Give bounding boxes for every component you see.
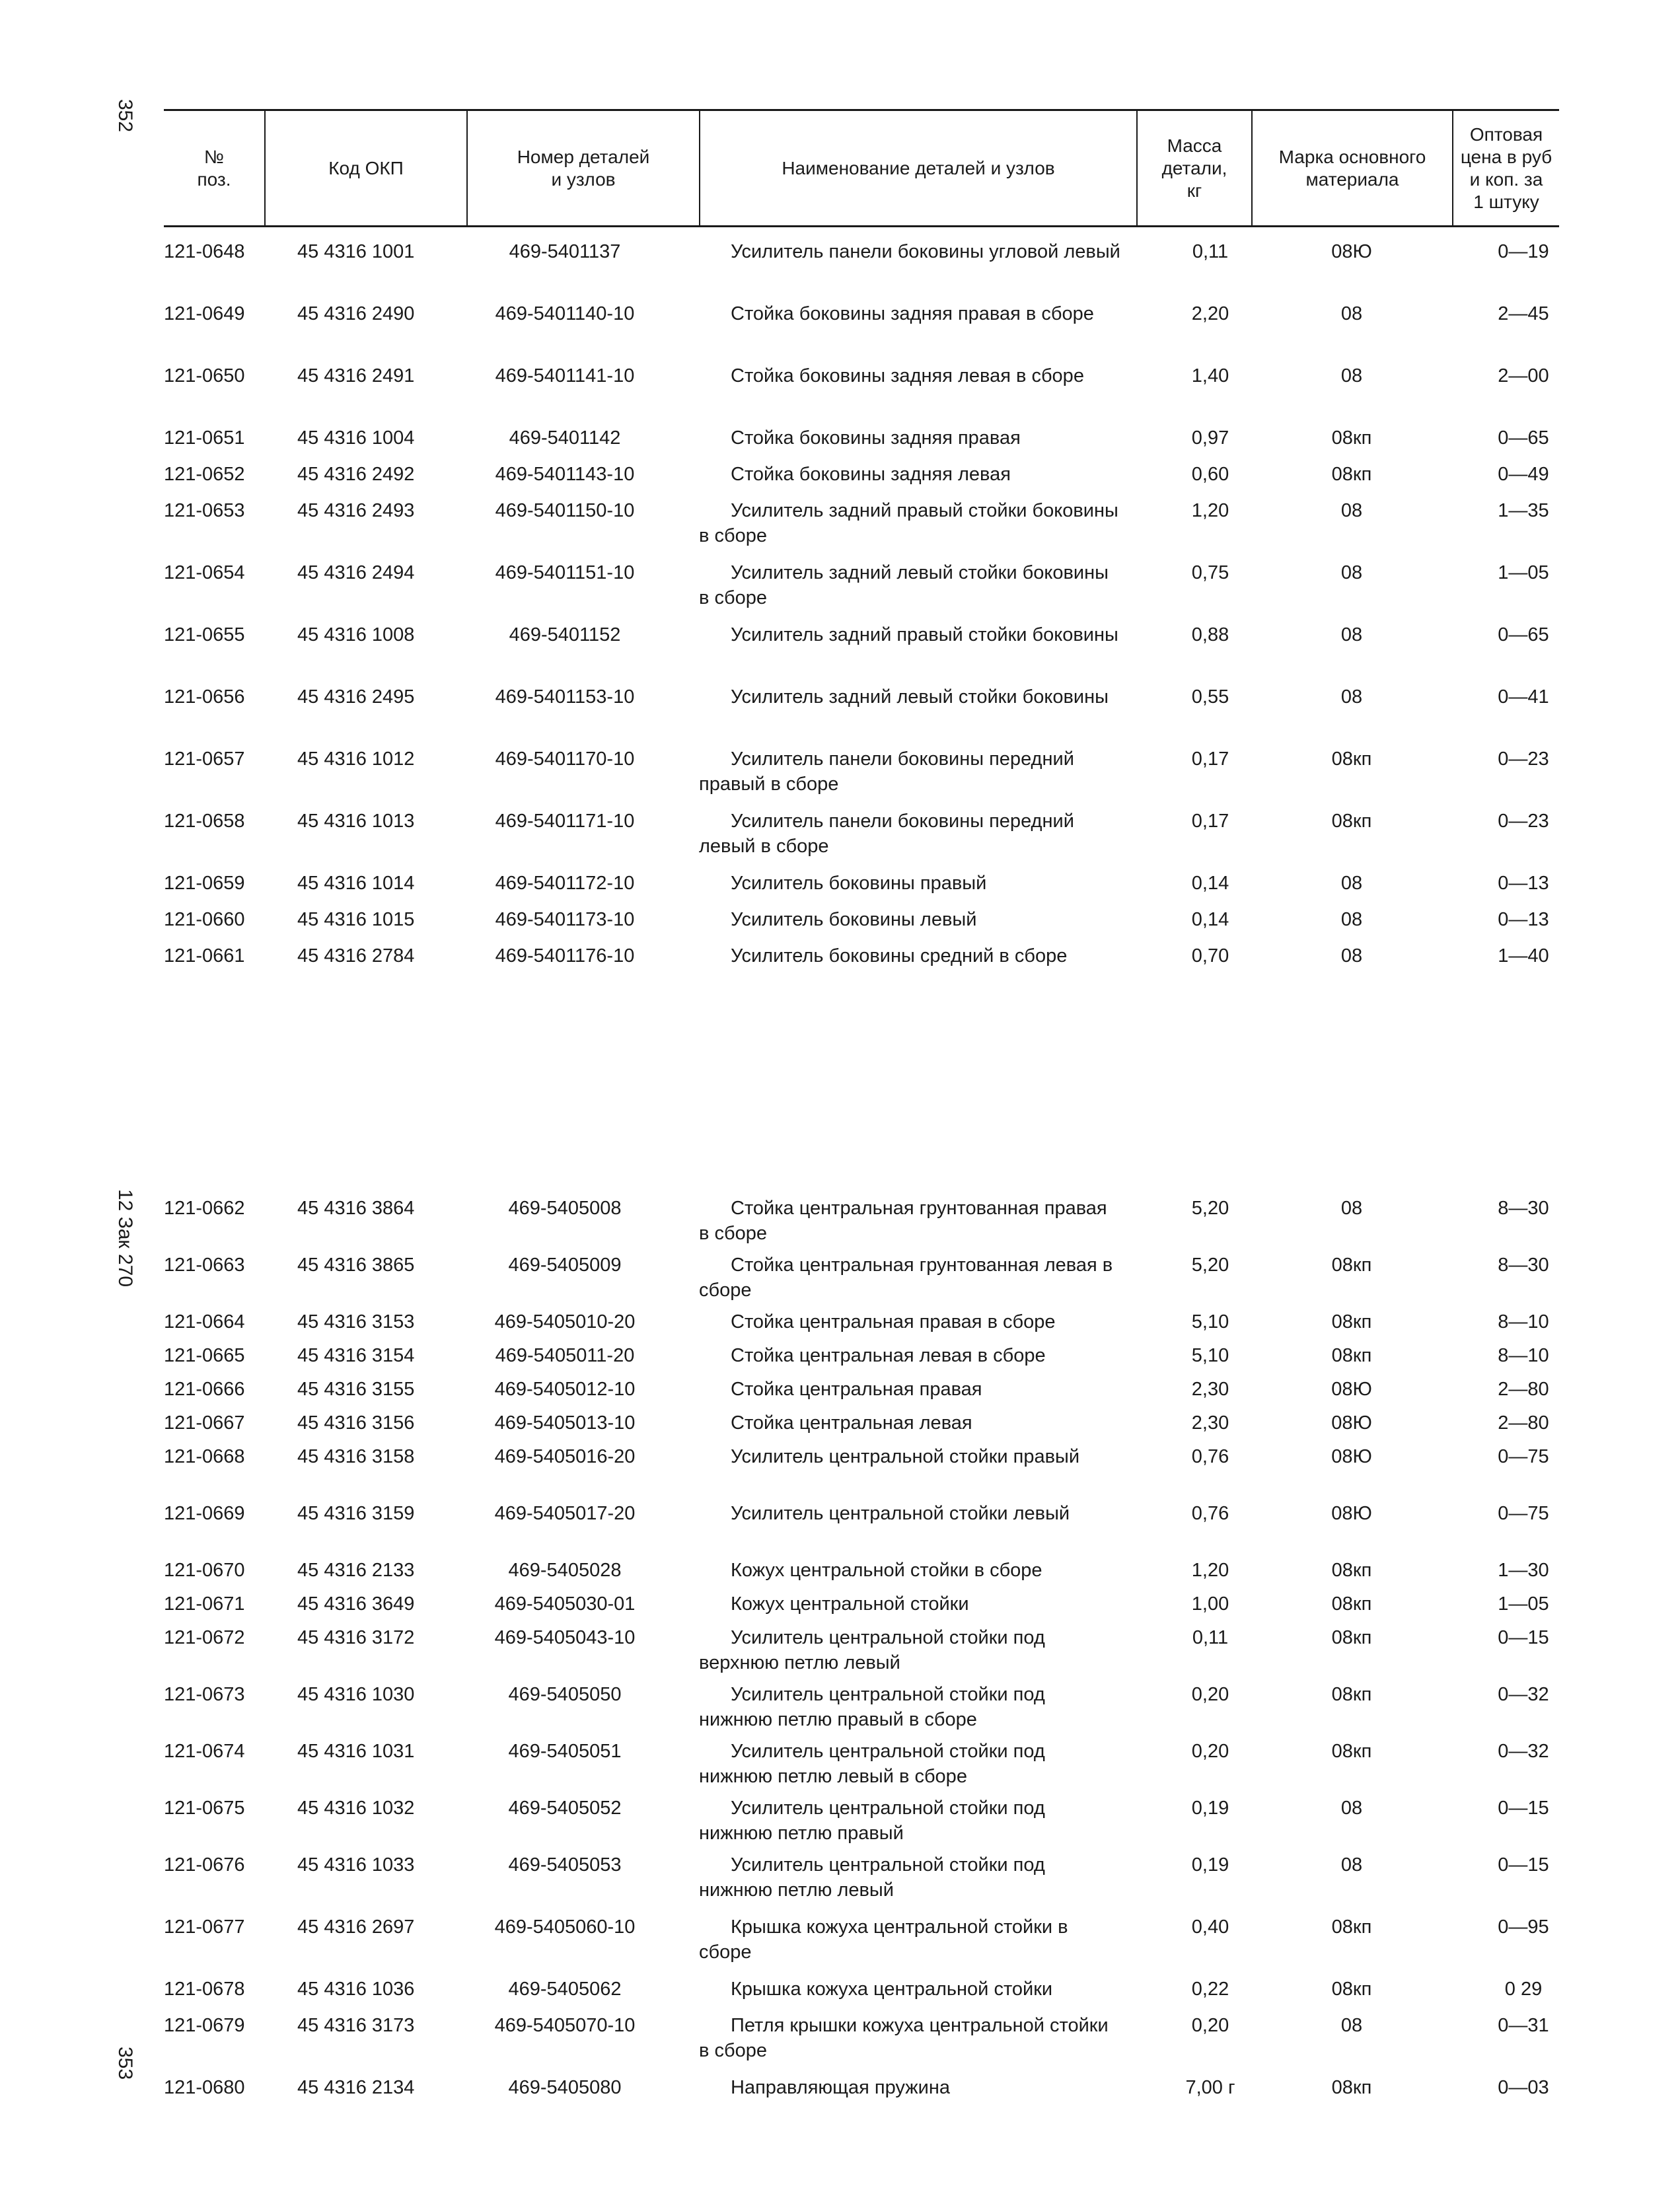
row-part-number: 469-5405010-20	[494, 1311, 636, 1332]
row-material: 08кп	[1331, 427, 1372, 449]
row-part-number: 469-5405053	[508, 1854, 622, 1876]
table-row	[164, 622, 1559, 684]
row-material: 08	[1340, 2015, 1363, 2036]
row-part-number: 469-5405052	[508, 1798, 622, 1819]
row-okp-code: 45 4316 2490	[297, 303, 415, 324]
row-mass: 0,11	[1192, 241, 1229, 262]
row-okp-code: 45 4316 3864	[297, 1198, 415, 1219]
row-part-number: 469-5401142	[509, 427, 621, 449]
row-material: 08Ю	[1331, 1412, 1372, 1434]
row-mass: 2,30	[1191, 1412, 1229, 1434]
row-material: 08кп	[1331, 1627, 1372, 1648]
row-position: 121-0664	[164, 1311, 245, 1332]
table-row	[164, 301, 1559, 363]
row-material: 08	[1340, 562, 1363, 583]
row-mass: 1,40	[1191, 365, 1229, 386]
row-price: 8—10	[1498, 1345, 1549, 1366]
row-price: 1—30	[1498, 1560, 1549, 1581]
row-position: 121-0677	[164, 1916, 245, 1938]
row-part-name: Усилитель центральной стойки левый	[731, 1503, 1070, 1524]
row-price: 1—40	[1498, 945, 1549, 966]
row-price: 0—23	[1498, 748, 1549, 770]
row-mass: 5,20	[1191, 1255, 1229, 1276]
row-price: 0—75	[1498, 1503, 1549, 1524]
row-position: 121-0679	[164, 2015, 245, 2036]
row-price: 8—30	[1498, 1255, 1549, 1276]
table-row	[164, 1309, 1559, 1343]
row-position: 121-0666	[164, 1379, 245, 1400]
row-part-number: 469-5405030-01	[494, 1593, 636, 1615]
row-position: 121-0676	[164, 1854, 245, 1876]
table-row	[164, 1410, 1559, 1444]
row-part-number: 469-5405013-10	[494, 1412, 636, 1434]
row-position: 121-0655	[164, 624, 245, 645]
row-position: 121-0670	[164, 1560, 245, 1581]
row-part-number: 469-5401173-10	[495, 909, 635, 930]
table-row	[164, 425, 1559, 462]
row-material: 08кп	[1331, 464, 1372, 485]
row-part-name: Усилитель боковины левый	[731, 909, 977, 930]
row-mass: 0,20	[1191, 2015, 1229, 2036]
row-part-number: 469-5405012-10	[494, 1379, 636, 1400]
row-price: 0—15	[1498, 1627, 1549, 1648]
row-mass: 5,10	[1191, 1311, 1229, 1332]
row-part-number: 469-5401176-10	[495, 945, 635, 966]
row-okp-code: 45 4316 3173	[297, 2015, 415, 2036]
header-okp: Код ОКП	[328, 157, 404, 178]
row-price: 2—80	[1498, 1379, 1549, 1400]
row-part-number: 469-5401152	[509, 624, 621, 645]
row-okp-code: 45 4316 3865	[297, 1255, 415, 1276]
row-part-number: 469-5401172-10	[495, 873, 635, 894]
row-part-name: Усилитель задний левый стойки боковины	[731, 686, 1109, 708]
row-mass: 0,17	[1191, 748, 1229, 770]
row-part-number: 469-5405008	[508, 1198, 622, 1219]
row-price: 0—13	[1498, 873, 1549, 894]
row-part-number: 469-5405050	[508, 1684, 622, 1705]
row-mass: 1,20	[1191, 500, 1229, 521]
table-row	[164, 462, 1559, 498]
row-mass: 0,60	[1191, 464, 1229, 485]
row-mass: 0,70	[1191, 945, 1229, 966]
row-position: 121-0665	[164, 1345, 245, 1366]
row-price: 0—32	[1498, 1684, 1549, 1705]
row-price: 0—41	[1498, 686, 1549, 708]
row-part-number: 469-5401171-10	[495, 811, 635, 832]
table-row	[164, 2013, 1559, 2075]
row-price: 0—15	[1498, 1854, 1549, 1876]
row-part-name: Усилитель центральной стойки под нижнюю петлю правый	[699, 1798, 1045, 1844]
row-mass: 0,17	[1191, 811, 1229, 832]
row-okp-code: 45 4316 2133	[297, 1560, 415, 1581]
row-part-number: 469-5401153-10	[495, 686, 635, 708]
table-row	[164, 239, 1559, 301]
row-part-name: Стойка центральная левая в сборе	[731, 1345, 1046, 1366]
row-part-number: 469-5401143-10	[495, 464, 635, 485]
row-mass: 2,20	[1191, 303, 1229, 324]
row-okp-code: 45 4316 2495	[297, 686, 415, 708]
row-position: 121-0656	[164, 686, 245, 708]
row-position: 121-0668	[164, 1446, 245, 1467]
row-material: 08	[1340, 1798, 1363, 1819]
row-mass: 0,20	[1191, 1684, 1229, 1705]
row-mass: 0,11	[1192, 1627, 1229, 1648]
row-material: 08	[1340, 624, 1363, 645]
row-mass: 5,20	[1191, 1198, 1229, 1219]
row-mass: 7,00 г	[1185, 2077, 1235, 2098]
row-material: 08	[1340, 909, 1363, 930]
row-part-name: Крышка кожуха центральной стойки	[731, 1979, 1053, 2000]
row-position: 121-0660	[164, 909, 245, 930]
row-price: 0—31	[1498, 2015, 1549, 2036]
row-position: 121-0663	[164, 1255, 245, 1276]
row-part-number: 469-5405017-20	[494, 1503, 636, 1524]
row-material: 08Ю	[1331, 1446, 1372, 1467]
row-position: 121-0674	[164, 1741, 245, 1762]
row-part-name: Стойка боковины задняя левая в сборе	[731, 365, 1084, 386]
row-okp-code: 45 4316 3159	[297, 1503, 415, 1524]
row-price: 0—95	[1498, 1916, 1549, 1938]
table-body-top	[164, 239, 1559, 1005]
row-part-name: Стойка центральная грунтованная правая в сборе	[699, 1198, 1107, 1244]
row-mass: 0,20	[1191, 1741, 1229, 1762]
row-mass: 2,30	[1191, 1379, 1229, 1400]
row-part-name: Стойка центральная правая	[731, 1379, 982, 1400]
row-position: 121-0669	[164, 1503, 245, 1524]
table-row	[164, 1591, 1559, 1625]
row-position: 121-0678	[164, 1979, 245, 2000]
row-position: 121-0667	[164, 1412, 245, 1434]
row-price: 2—80	[1498, 1412, 1549, 1434]
row-okp-code: 45 4316 1008	[297, 624, 415, 645]
row-mass: 0,55	[1191, 686, 1229, 708]
row-part-number: 469-5401141-10	[495, 365, 635, 386]
row-position: 121-0675	[164, 1798, 245, 1819]
row-part-name: Стойка боковины задняя правая в сборе	[731, 303, 1094, 324]
table-row	[164, 1343, 1559, 1377]
row-price: 0—65	[1498, 624, 1549, 645]
row-position: 121-0650	[164, 365, 245, 386]
table-row	[164, 747, 1559, 809]
row-price: 1—05	[1498, 1593, 1549, 1615]
row-price: 0—23	[1498, 811, 1549, 832]
table-header	[164, 109, 1559, 227]
row-price: 0—49	[1498, 464, 1549, 485]
table-row	[164, 871, 1559, 907]
row-okp-code: 45 4316 2491	[297, 365, 415, 386]
table-row	[164, 1915, 1559, 1977]
row-mass: 0,40	[1191, 1916, 1229, 1938]
row-okp-code: 45 4316 1013	[297, 811, 415, 832]
row-material: 08Ю	[1331, 1379, 1372, 1400]
header-mass: Масса детали, кг	[1161, 135, 1227, 201]
row-position: 121-0649	[164, 303, 245, 324]
row-okp-code: 45 4316 1032	[297, 1798, 415, 1819]
row-part-name: Стойка центральная правая в сборе	[731, 1311, 1056, 1332]
row-okp-code: 45 4316 2492	[297, 464, 415, 485]
row-position: 121-0659	[164, 873, 245, 894]
header-material: Марка основного материала	[1278, 146, 1426, 190]
table-row	[164, 1739, 1559, 1796]
print-order-mark: 12 Зак 270	[114, 1189, 136, 1288]
row-mass: 0,97	[1191, 427, 1229, 449]
row-okp-code: 45 4316 1001	[297, 241, 415, 262]
row-position: 121-0671	[164, 1593, 245, 1615]
row-part-number: 469-5405043-10	[494, 1627, 636, 1648]
table-row	[164, 1196, 1559, 1253]
row-part-name: Усилитель центральной стойки правый	[731, 1446, 1080, 1467]
row-material: 08	[1340, 500, 1363, 521]
row-okp-code: 45 4316 1015	[297, 909, 415, 930]
header-part-name: Наименование деталей и узлов	[782, 157, 1055, 178]
table-body-bottom	[164, 1196, 1559, 2111]
row-okp-code: 45 4316 3158	[297, 1446, 415, 1467]
table-row	[164, 1253, 1559, 1309]
header-price: Оптовая цена в руб и коп. за 1 штуку	[1460, 124, 1552, 212]
row-price: 2—45	[1498, 303, 1549, 324]
row-part-name: Усилитель боковины правый	[731, 873, 987, 894]
row-position: 121-0661	[164, 945, 245, 966]
row-material: 08	[1340, 365, 1363, 386]
row-position: 121-0658	[164, 811, 245, 832]
header-pos: № поз.	[197, 146, 231, 190]
row-part-name: Усилитель задний правый стойки боковины	[731, 624, 1118, 645]
row-position: 121-0680	[164, 2077, 245, 2098]
table-row	[164, 1977, 1559, 2013]
row-part-name: Крышка кожуха центральной стойки в сборе	[699, 1916, 1068, 1963]
row-position: 121-0651	[164, 427, 245, 449]
row-mass: 0,75	[1191, 562, 1229, 583]
table-row	[164, 684, 1559, 747]
row-okp-code: 45 4316 1030	[297, 1684, 415, 1705]
table-row	[164, 1558, 1559, 1591]
row-material: 08кп	[1331, 1560, 1372, 1581]
row-part-number: 469-5401150-10	[495, 500, 635, 521]
row-material: 08Ю	[1331, 241, 1372, 262]
row-material: 08	[1340, 303, 1363, 324]
row-mass: 0,76	[1191, 1503, 1229, 1524]
row-position: 121-0662	[164, 1198, 245, 1219]
row-part-name: Петля крышки кожуха центральной стойки в сборе	[699, 2015, 1109, 2061]
row-mass: 5,10	[1191, 1345, 1229, 1366]
row-okp-code: 45 4316 2494	[297, 562, 415, 583]
row-material: 08	[1340, 1198, 1363, 1219]
table-row	[164, 943, 1559, 1005]
table-row	[164, 809, 1559, 871]
row-part-number: 469-5405062	[508, 1979, 622, 2000]
row-price: 0—32	[1498, 1741, 1549, 1762]
row-price: 8—30	[1498, 1198, 1549, 1219]
row-okp-code: 45 4316 1033	[297, 1854, 415, 1876]
table-row	[164, 1796, 1559, 1852]
row-okp-code: 45 4316 1012	[297, 748, 415, 770]
row-mass: 0,14	[1191, 909, 1229, 930]
row-material: 08кп	[1331, 1684, 1372, 1705]
row-okp-code: 45 4316 2697	[297, 1916, 415, 1938]
row-part-name: Стойка центральная грунтованная левая в сборе	[699, 1255, 1113, 1301]
row-price: 1—35	[1498, 500, 1549, 521]
row-part-name: Стойка центральная левая	[731, 1412, 972, 1434]
row-material: 08кп	[1331, 1345, 1372, 1366]
row-part-name: Стойка боковины задняя левая	[731, 464, 1011, 485]
row-price: 0—19	[1498, 241, 1549, 262]
row-okp-code: 45 4316 3156	[297, 1412, 415, 1434]
row-part-number: 469-5405070-10	[494, 2015, 636, 2036]
row-okp-code: 45 4316 2493	[297, 500, 415, 521]
row-position: 121-0648	[164, 241, 245, 262]
row-price: 0 29	[1504, 1979, 1543, 2000]
row-part-number: 469-5401170-10	[495, 748, 635, 770]
row-okp-code: 45 4316 1031	[297, 1741, 415, 1762]
row-part-number: 469-5405060-10	[494, 1916, 636, 1938]
row-price: 2—00	[1498, 365, 1549, 386]
table-row	[164, 363, 1559, 425]
row-part-number: 469-5401137	[509, 241, 621, 262]
row-price: 1—05	[1498, 562, 1549, 583]
row-price: 0—03	[1498, 2077, 1549, 2098]
row-material: 08кп	[1331, 1741, 1372, 1762]
row-mass: 0,19	[1191, 1798, 1229, 1819]
row-material: 08кп	[1331, 1255, 1372, 1276]
table-row	[164, 498, 1559, 560]
row-price: 0—15	[1498, 1798, 1549, 1819]
row-part-name: Направляющая пружина	[731, 2077, 950, 2098]
row-material: 08Ю	[1331, 1503, 1372, 1524]
row-part-name: Усилитель центральной стойки под нижнюю петлю левый	[699, 1854, 1045, 1901]
row-mass: 0,19	[1191, 1854, 1229, 1876]
row-mass: 0,14	[1191, 873, 1229, 894]
row-mass: 0,76	[1191, 1446, 1229, 1467]
row-part-name: Усилитель задний левый стойки боковины в сборе	[699, 562, 1109, 608]
row-part-name: Усилитель панели боковины передний левый в сборе	[699, 811, 1074, 857]
row-material: 08	[1340, 873, 1363, 894]
row-part-name: Стойка боковины задняя правая	[731, 427, 1021, 449]
row-material: 08	[1340, 686, 1363, 708]
row-position: 121-0653	[164, 500, 245, 521]
table-row	[164, 2075, 1559, 2111]
table-row	[164, 1444, 1559, 1501]
row-part-number: 469-5405011-20	[495, 1345, 635, 1366]
row-part-name: Усилитель панели боковины угловой левый	[731, 241, 1120, 262]
row-material: 08кп	[1331, 811, 1372, 832]
row-material: 08кп	[1331, 748, 1372, 770]
table-row	[164, 1501, 1559, 1558]
row-part-number: 469-5405080	[508, 2077, 622, 2098]
row-position: 121-0657	[164, 748, 245, 770]
row-okp-code: 45 4316 3172	[297, 1627, 415, 1648]
row-price: 0—13	[1498, 909, 1549, 930]
row-part-name: Усилитель центральной стойки под нижнюю петлю левый в сборе	[699, 1741, 1045, 1787]
row-price: 0—75	[1498, 1446, 1549, 1467]
row-okp-code: 45 4316 2784	[297, 945, 415, 966]
row-okp-code: 45 4316 1014	[297, 873, 415, 894]
row-part-name: Усилитель боковины средний в сборе	[731, 945, 1068, 966]
row-okp-code: 45 4316 3155	[297, 1379, 415, 1400]
row-position: 121-0652	[164, 464, 245, 485]
row-position: 121-0672	[164, 1627, 245, 1648]
row-okp-code: 45 4316 2134	[297, 2077, 415, 2098]
table-row	[164, 1682, 1559, 1739]
row-okp-code: 45 4316 3154	[297, 1345, 415, 1366]
row-part-name: Усилитель задний правый стойки боковины в сборе	[699, 500, 1118, 546]
row-part-number: 469-5401140-10	[495, 303, 635, 324]
row-price: 0—65	[1498, 427, 1549, 449]
row-okp-code: 45 4316 3649	[297, 1593, 415, 1615]
row-part-name: Кожух центральной стойки в сборе	[731, 1560, 1042, 1581]
table-row	[164, 1625, 1559, 1682]
row-material: 08	[1340, 1854, 1363, 1876]
row-material: 08кп	[1331, 1916, 1372, 1938]
row-position: 121-0654	[164, 562, 245, 583]
row-part-number: 469-5405028	[508, 1560, 622, 1581]
row-mass: 0,22	[1191, 1979, 1229, 2000]
header-part-number: Номер деталей и узлов	[517, 146, 650, 190]
row-mass: 0,88	[1191, 624, 1229, 645]
table-row	[164, 907, 1559, 943]
row-part-name: Усилитель центральной стойки под верхнюю петлю левый	[699, 1627, 1045, 1673]
row-material: 08кп	[1331, 1311, 1372, 1332]
page-number-left: 352	[114, 99, 136, 133]
row-part-name: Кожух центральной стойки	[731, 1593, 969, 1615]
row-part-number: 469-5405051	[508, 1741, 622, 1762]
row-okp-code: 45 4316 1004	[297, 427, 415, 449]
row-part-number: 469-5405016-20	[494, 1446, 636, 1467]
row-price: 8—10	[1498, 1311, 1549, 1332]
row-material: 08кп	[1331, 2077, 1372, 2098]
page-number-right: 353	[114, 2047, 136, 2080]
row-okp-code: 45 4316 1036	[297, 1979, 415, 2000]
table-row	[164, 560, 1559, 622]
row-part-name: Усилитель панели боковины передний правый в сборе	[699, 748, 1074, 795]
row-okp-code: 45 4316 3153	[297, 1311, 415, 1332]
row-material: 08кп	[1331, 1979, 1372, 2000]
row-material: 08кп	[1331, 1593, 1372, 1615]
row-part-number: 469-5401151-10	[495, 562, 635, 583]
row-part-name: Усилитель центральной стойки под нижнюю петлю правый в сборе	[699, 1684, 1045, 1730]
row-mass: 1,00	[1191, 1593, 1229, 1615]
table-row	[164, 1852, 1559, 1915]
row-position: 121-0673	[164, 1684, 245, 1705]
row-part-number: 469-5405009	[508, 1255, 622, 1276]
table-row	[164, 1377, 1559, 1410]
row-mass: 1,20	[1191, 1560, 1229, 1581]
row-material: 08	[1340, 945, 1363, 966]
